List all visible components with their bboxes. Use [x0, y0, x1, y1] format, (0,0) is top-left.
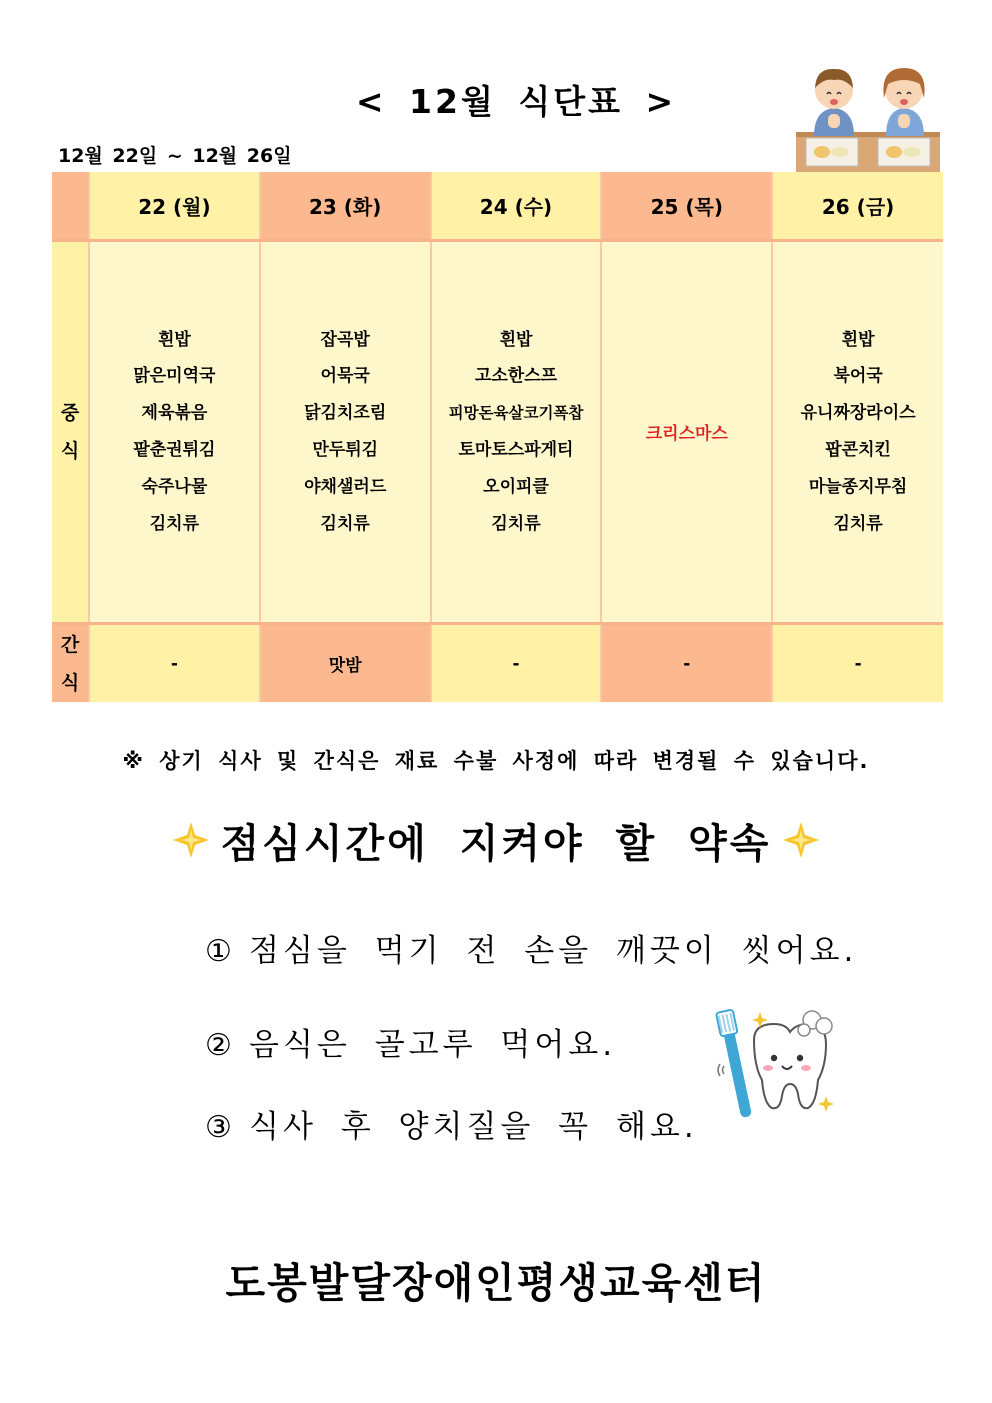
snack-cell: - [431, 624, 602, 702]
menu-item: 팝콘치킨 [825, 439, 891, 460]
notice-text: ※ 상기 식사 및 간식은 재료 수불 사정에 따라 변경될 수 있습니다. [122, 749, 870, 773]
page-title: < 12월 식단표 > [355, 82, 677, 121]
snack-cell: - [601, 624, 772, 702]
tooth-brushing-illustration [712, 1004, 844, 1126]
promise-rule [205, 1101, 698, 1146]
menu-item: 팥춘권튀김 [133, 439, 216, 460]
menu-item: 맑은미역국 [133, 366, 216, 387]
holiday-label: 크리스마스 [645, 424, 728, 445]
menu-item: 잡곡밥 [320, 329, 370, 350]
snack-cell: 맛밤 [260, 624, 431, 702]
corner-cell [52, 172, 89, 240]
sparkle-star-icon [171, 820, 211, 860]
menu-item: 김치류 [320, 513, 370, 534]
menu-item: 김치류 [491, 513, 541, 534]
day-header: 25 (목) [601, 172, 772, 240]
lunch-cell [601, 240, 772, 623]
menu-item: 토마토스파게티 [458, 439, 574, 460]
lunch-row-label: 중 식 [52, 240, 89, 623]
menu-item: 흰밥 [499, 329, 533, 350]
day-header: 26 (금) [772, 172, 943, 240]
snack-row [52, 624, 943, 702]
promise-heading [0, 808, 992, 872]
menu-item: 만두튀김 [312, 439, 379, 460]
menu-item: 김치류 [149, 513, 200, 534]
menu-item: 마늘종지무침 [808, 476, 908, 497]
day-header: 24 (수) [431, 172, 602, 240]
children-eating-illustration [792, 58, 942, 174]
meal-table [52, 172, 943, 702]
rule-text: 식사 후 양치질을 꼭 해요. [249, 1109, 698, 1145]
day-header: 23 (화) [260, 172, 431, 240]
menu-item: 닭김치조림 [304, 403, 387, 424]
snack-row-label: 간 식 [52, 624, 89, 702]
menu-item: 유니짜장라이스 [800, 403, 916, 424]
promise-rule [205, 925, 857, 970]
rule-number: ① [205, 934, 236, 969]
menu-item: 피망돈육살코기폭찹 [448, 404, 584, 423]
menu-item: 오이피클 [483, 476, 549, 497]
menu-item: 야채샐러드 [304, 476, 387, 497]
menu-item: 숙주나물 [141, 476, 208, 497]
menu-item: 북어국 [833, 366, 883, 387]
promise-rule [205, 1019, 616, 1064]
promise-title: 점심시간에 지켜야 할 약속 [220, 820, 772, 867]
rule-text: 점심을 먹기 전 손을 깨끗이 씻어요. [249, 933, 858, 969]
menu-item: 김치류 [833, 513, 883, 534]
rule-text: 음식은 골고루 먹어요. [249, 1027, 617, 1063]
rule-number: ③ [205, 1110, 236, 1145]
lunch-cell [260, 240, 431, 623]
sparkle-star-icon [781, 820, 821, 860]
lunch-cell [772, 240, 943, 623]
menu-item: 고소한스프 [474, 366, 558, 387]
organization-name: 도봉발달장애인평생교육센터 [225, 1259, 767, 1307]
lunch-row [52, 240, 943, 623]
day-header: 22 (월) [89, 172, 260, 240]
table-header-row [52, 172, 943, 240]
menu-item: 제육볶음 [141, 403, 208, 424]
lunch-cell [89, 240, 260, 623]
menu-item: 어묵국 [320, 366, 370, 387]
snack-cell: - [89, 624, 260, 702]
menu-item: 흰밥 [157, 329, 191, 350]
lunch-cell [431, 240, 602, 623]
date-range: 12월 22일 ~ 12월 26일 [58, 145, 292, 167]
menu-item: 흰밥 [841, 329, 875, 350]
rule-number: ② [205, 1028, 236, 1063]
snack-cell: - [772, 624, 943, 702]
